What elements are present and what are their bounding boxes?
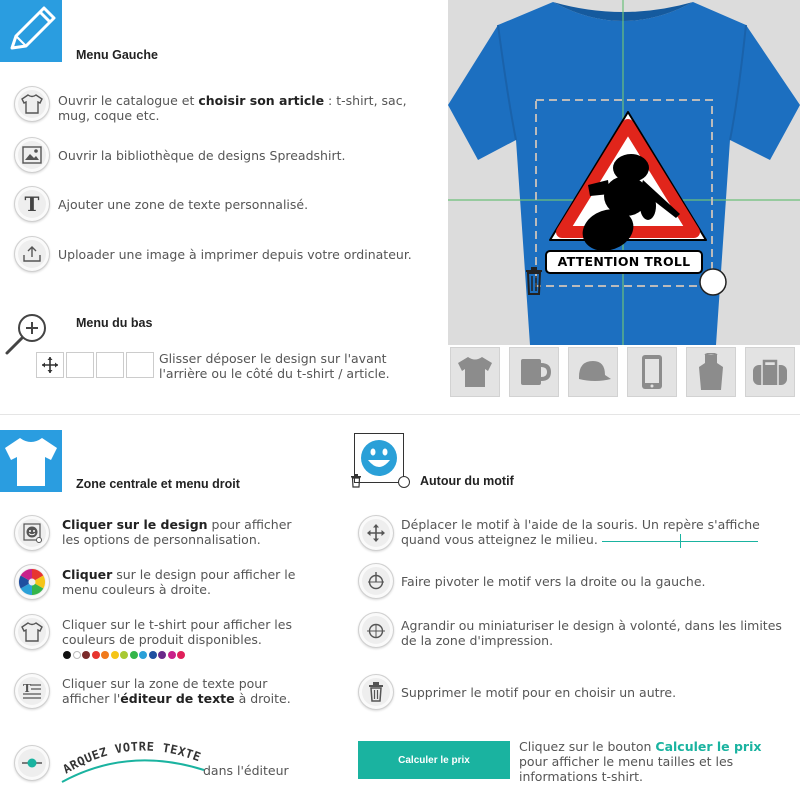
menu-bas-title: Menu du bas <box>76 316 153 330</box>
color-wheel-icon <box>14 564 50 600</box>
design-icon <box>14 515 50 551</box>
upload-icon <box>14 236 50 272</box>
resize-handle-icon <box>398 476 410 488</box>
product-bag[interactable] <box>745 347 795 397</box>
swatch[interactable] <box>82 651 90 659</box>
menu-gauche-item-4: Uploader une image à imprimer depuis votre ordinateur. <box>58 247 412 262</box>
svg-text:T: T <box>23 682 32 695</box>
menu-gauche-item-2: Ouvrir la bibliothèque de designs Spreadshirt. <box>58 148 346 163</box>
autour-motif-item-4: Supprimer le motif pour en choisir un autre. <box>401 685 677 700</box>
product-mug[interactable] <box>509 347 559 397</box>
pencil-icon <box>0 0 62 62</box>
swatch[interactable] <box>130 651 138 659</box>
swatch[interactable] <box>177 651 185 659</box>
center-guide-tick <box>680 534 681 548</box>
product-apron[interactable] <box>686 347 736 397</box>
product-phone-case[interactable] <box>627 347 677 397</box>
trash-icon <box>358 674 394 710</box>
color-swatches[interactable] <box>63 651 193 661</box>
svg-text:ARQUEZ VOTRE TEXTE: ARQUEZ VOTRE TEXTE <box>60 739 204 777</box>
preview-canvas[interactable] <box>448 0 800 345</box>
tshirt-icon <box>14 614 50 650</box>
cap-icon <box>573 357 613 387</box>
tshirt-icon <box>0 430 62 492</box>
menu-gauche-title: Menu Gauche <box>76 48 158 62</box>
slider-icon <box>14 745 50 781</box>
zone-centrale-title: Zone centrale et menu droit <box>76 477 240 491</box>
pencil-badge <box>0 0 62 62</box>
swatch[interactable] <box>73 651 81 659</box>
swatch[interactable] <box>92 651 100 659</box>
swatch[interactable] <box>111 651 119 659</box>
phone-icon <box>640 354 664 390</box>
autour-motif-item-2: Faire pivoter le motif vers la droite ou la gauche. <box>401 574 706 589</box>
tshirt-icon <box>456 355 494 389</box>
apron-icon <box>696 353 726 391</box>
tshirt-icon <box>14 86 50 122</box>
calculer-prix-button[interactable]: Calculer le prix <box>358 741 510 779</box>
design-label: ATTENTION TROLL <box>557 254 691 269</box>
divider <box>0 414 800 415</box>
swatch[interactable] <box>158 651 166 659</box>
mug-icon <box>515 355 553 389</box>
image-icon <box>14 137 50 173</box>
calculer-text: Cliquez sur le bouton Calculer le prix pour afficher le menu tailles et les informations t-shirt. <box>519 739 762 784</box>
resize-icon <box>358 612 394 648</box>
swatch[interactable] <box>139 651 147 659</box>
swatch[interactable] <box>168 651 176 659</box>
text-icon: T <box>14 186 50 222</box>
menu-gauche-item-1: Ouvrir le catalogue et choisir son article : t-shirt, sac, mug, coque etc. <box>58 93 407 123</box>
tshirt-badge <box>0 430 62 492</box>
view-slot-front[interactable] <box>66 352 94 378</box>
swatch[interactable] <box>101 651 109 659</box>
move-handle-icon[interactable] <box>36 352 64 378</box>
rotate-icon <box>358 563 394 599</box>
swatch[interactable] <box>149 651 157 659</box>
autour-motif-title: Autour du motif <box>420 474 514 488</box>
zone-centrale-item-3: Cliquer sur le t-shirt pour afficher les couleurs de produit disponibles. <box>62 617 292 647</box>
product-cap[interactable] <box>568 347 618 397</box>
swatch[interactable] <box>63 651 71 659</box>
editor-suffix: dans l'éditeur <box>203 763 289 778</box>
swatch[interactable] <box>120 651 128 659</box>
menu-bas-text: Glisser déposer le design sur l'avant l'arrière ou le côté du t-shirt / article. <box>159 351 390 381</box>
zone-centrale-item-1: Cliquer sur le design pour afficher les options de personnalisation. <box>62 517 292 547</box>
view-slot-back[interactable] <box>96 352 124 378</box>
zone-centrale-item-4: Cliquer sur la zone de texte pour afficher l'éditeur de texte à droite. <box>62 676 291 706</box>
zone-centrale-item-2: Cliquer sur le design pour afficher le menu couleurs à droite. <box>62 567 296 597</box>
smiley-icon <box>355 434 403 482</box>
product-tshirt[interactable] <box>450 347 500 397</box>
move-icon <box>358 515 394 551</box>
trash-handle-icon <box>350 474 362 488</box>
autour-motif-item-1: Déplacer le motif à l'aide de la souris. Un repère s'affiche quand vous atteignez le milieu. <box>401 517 760 547</box>
curved-text-sample <box>58 732 208 784</box>
autour-motif-item-3: Agrandir ou miniaturiser le design à volonté, dans les limites de la zone d'impression. <box>401 618 782 648</box>
view-slot-side[interactable] <box>126 352 154 378</box>
menu-gauche-item-3: Ajouter une zone de texte personnalisé. <box>58 197 309 212</box>
tshirt-preview[interactable] <box>448 0 800 345</box>
bag-icon <box>750 357 790 387</box>
text-editor-icon <box>14 673 50 709</box>
calculer-link: Calculer le prix <box>655 739 762 754</box>
